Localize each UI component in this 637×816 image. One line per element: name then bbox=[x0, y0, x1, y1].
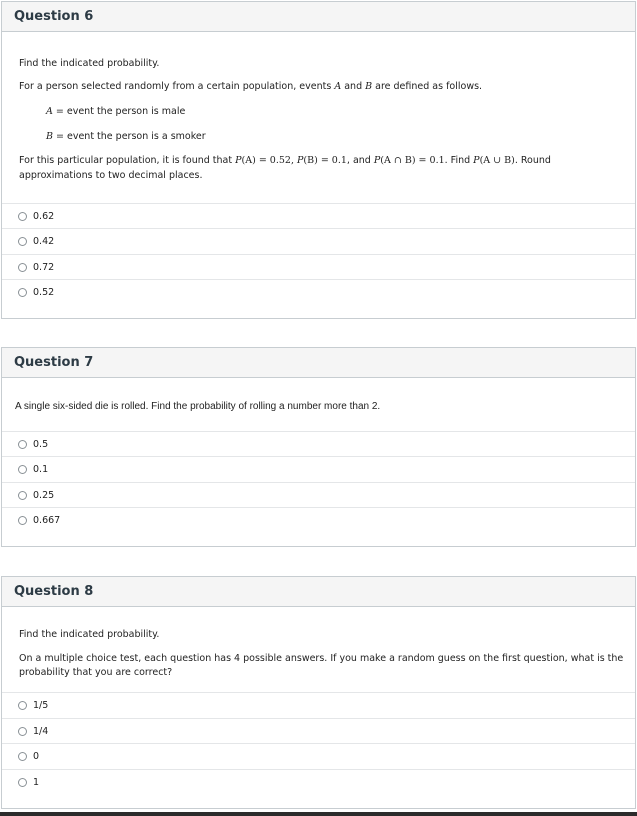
answer-label: 1 bbox=[33, 776, 40, 788]
q7-answer-option[interactable] bbox=[2, 456, 635, 481]
q8-answer-option[interactable] bbox=[2, 718, 635, 743]
q7-answer-option[interactable] bbox=[2, 431, 635, 456]
answer-label: 0.72 bbox=[33, 261, 55, 273]
answer-label: 0.667 bbox=[33, 514, 61, 526]
question-8-card bbox=[1, 576, 636, 809]
answer-label: 0.62 bbox=[33, 210, 55, 222]
answer-label: 0.52 bbox=[33, 286, 55, 298]
answer-label: 0.5 bbox=[33, 438, 49, 450]
question-7-title: Question 7 bbox=[2, 348, 635, 378]
q6-statement: For this particular population, it is found that P(A) = 0.52, P(B) = 0.1, and P(A ∩ B) = 0.1. Find P(A ∪ B). Round bbox=[19, 155, 551, 166]
q6-answer-option[interactable] bbox=[2, 228, 635, 253]
answer-label: 0.42 bbox=[33, 235, 55, 247]
q8-answer-option[interactable] bbox=[2, 743, 635, 768]
q6-answer-option[interactable] bbox=[2, 254, 635, 279]
radio-icon[interactable] bbox=[18, 465, 27, 474]
radio-icon[interactable] bbox=[18, 752, 27, 761]
question-6-card bbox=[1, 1, 636, 319]
radio-icon[interactable] bbox=[18, 440, 27, 449]
q8-answer-option[interactable] bbox=[2, 769, 635, 794]
answer-label: 0.1 bbox=[33, 463, 49, 475]
q6-answer-option[interactable] bbox=[2, 203, 635, 228]
q8-question-text-line2: probability that you are correct? bbox=[19, 667, 173, 678]
bottom-bar bbox=[0, 812, 637, 816]
q6-event-definition-line: For a person selected randomly from a certain population, events A and B are defined as follows. bbox=[19, 81, 483, 92]
answer-label: 1/5 bbox=[33, 699, 49, 711]
radio-icon[interactable] bbox=[18, 237, 27, 246]
radio-icon[interactable] bbox=[18, 701, 27, 710]
radio-icon[interactable] bbox=[18, 288, 27, 297]
radio-icon[interactable] bbox=[18, 516, 27, 525]
question-8-title: Question 8 bbox=[2, 577, 635, 607]
q8-answer-option[interactable] bbox=[2, 692, 635, 717]
radio-icon[interactable] bbox=[18, 778, 27, 787]
question-6-title: Question 6 bbox=[2, 2, 635, 32]
q6-def-a: A = event the person is male bbox=[46, 106, 186, 117]
answer-label: 0 bbox=[33, 750, 40, 762]
q6-answer-option[interactable] bbox=[2, 279, 635, 304]
question-7-card bbox=[1, 347, 636, 547]
radio-icon[interactable] bbox=[18, 491, 27, 500]
radio-icon[interactable] bbox=[18, 212, 27, 221]
answer-label: 1/4 bbox=[33, 725, 49, 737]
q7-answer-option[interactable] bbox=[2, 507, 635, 532]
q6-statement-line2: approximations to two decimal places. bbox=[19, 170, 203, 181]
q6-intro: Find the indicated probability. bbox=[19, 58, 160, 69]
q7-answer-option[interactable] bbox=[2, 482, 635, 507]
q8-intro: Find the indicated probability. bbox=[19, 629, 160, 640]
answer-label: 0.25 bbox=[33, 489, 55, 501]
radio-icon[interactable] bbox=[18, 263, 27, 272]
q6-def-b: B = event the person is a smoker bbox=[46, 131, 206, 142]
radio-icon[interactable] bbox=[18, 727, 27, 736]
q8-question-text: On a multiple choice test, each question has 4 possible answers. If you make a random guess on the first question, what is the bbox=[19, 653, 624, 664]
q7-question-text: A single six-sided die is rolled. Find the probability of rolling a number more than 2. bbox=[15, 401, 381, 412]
